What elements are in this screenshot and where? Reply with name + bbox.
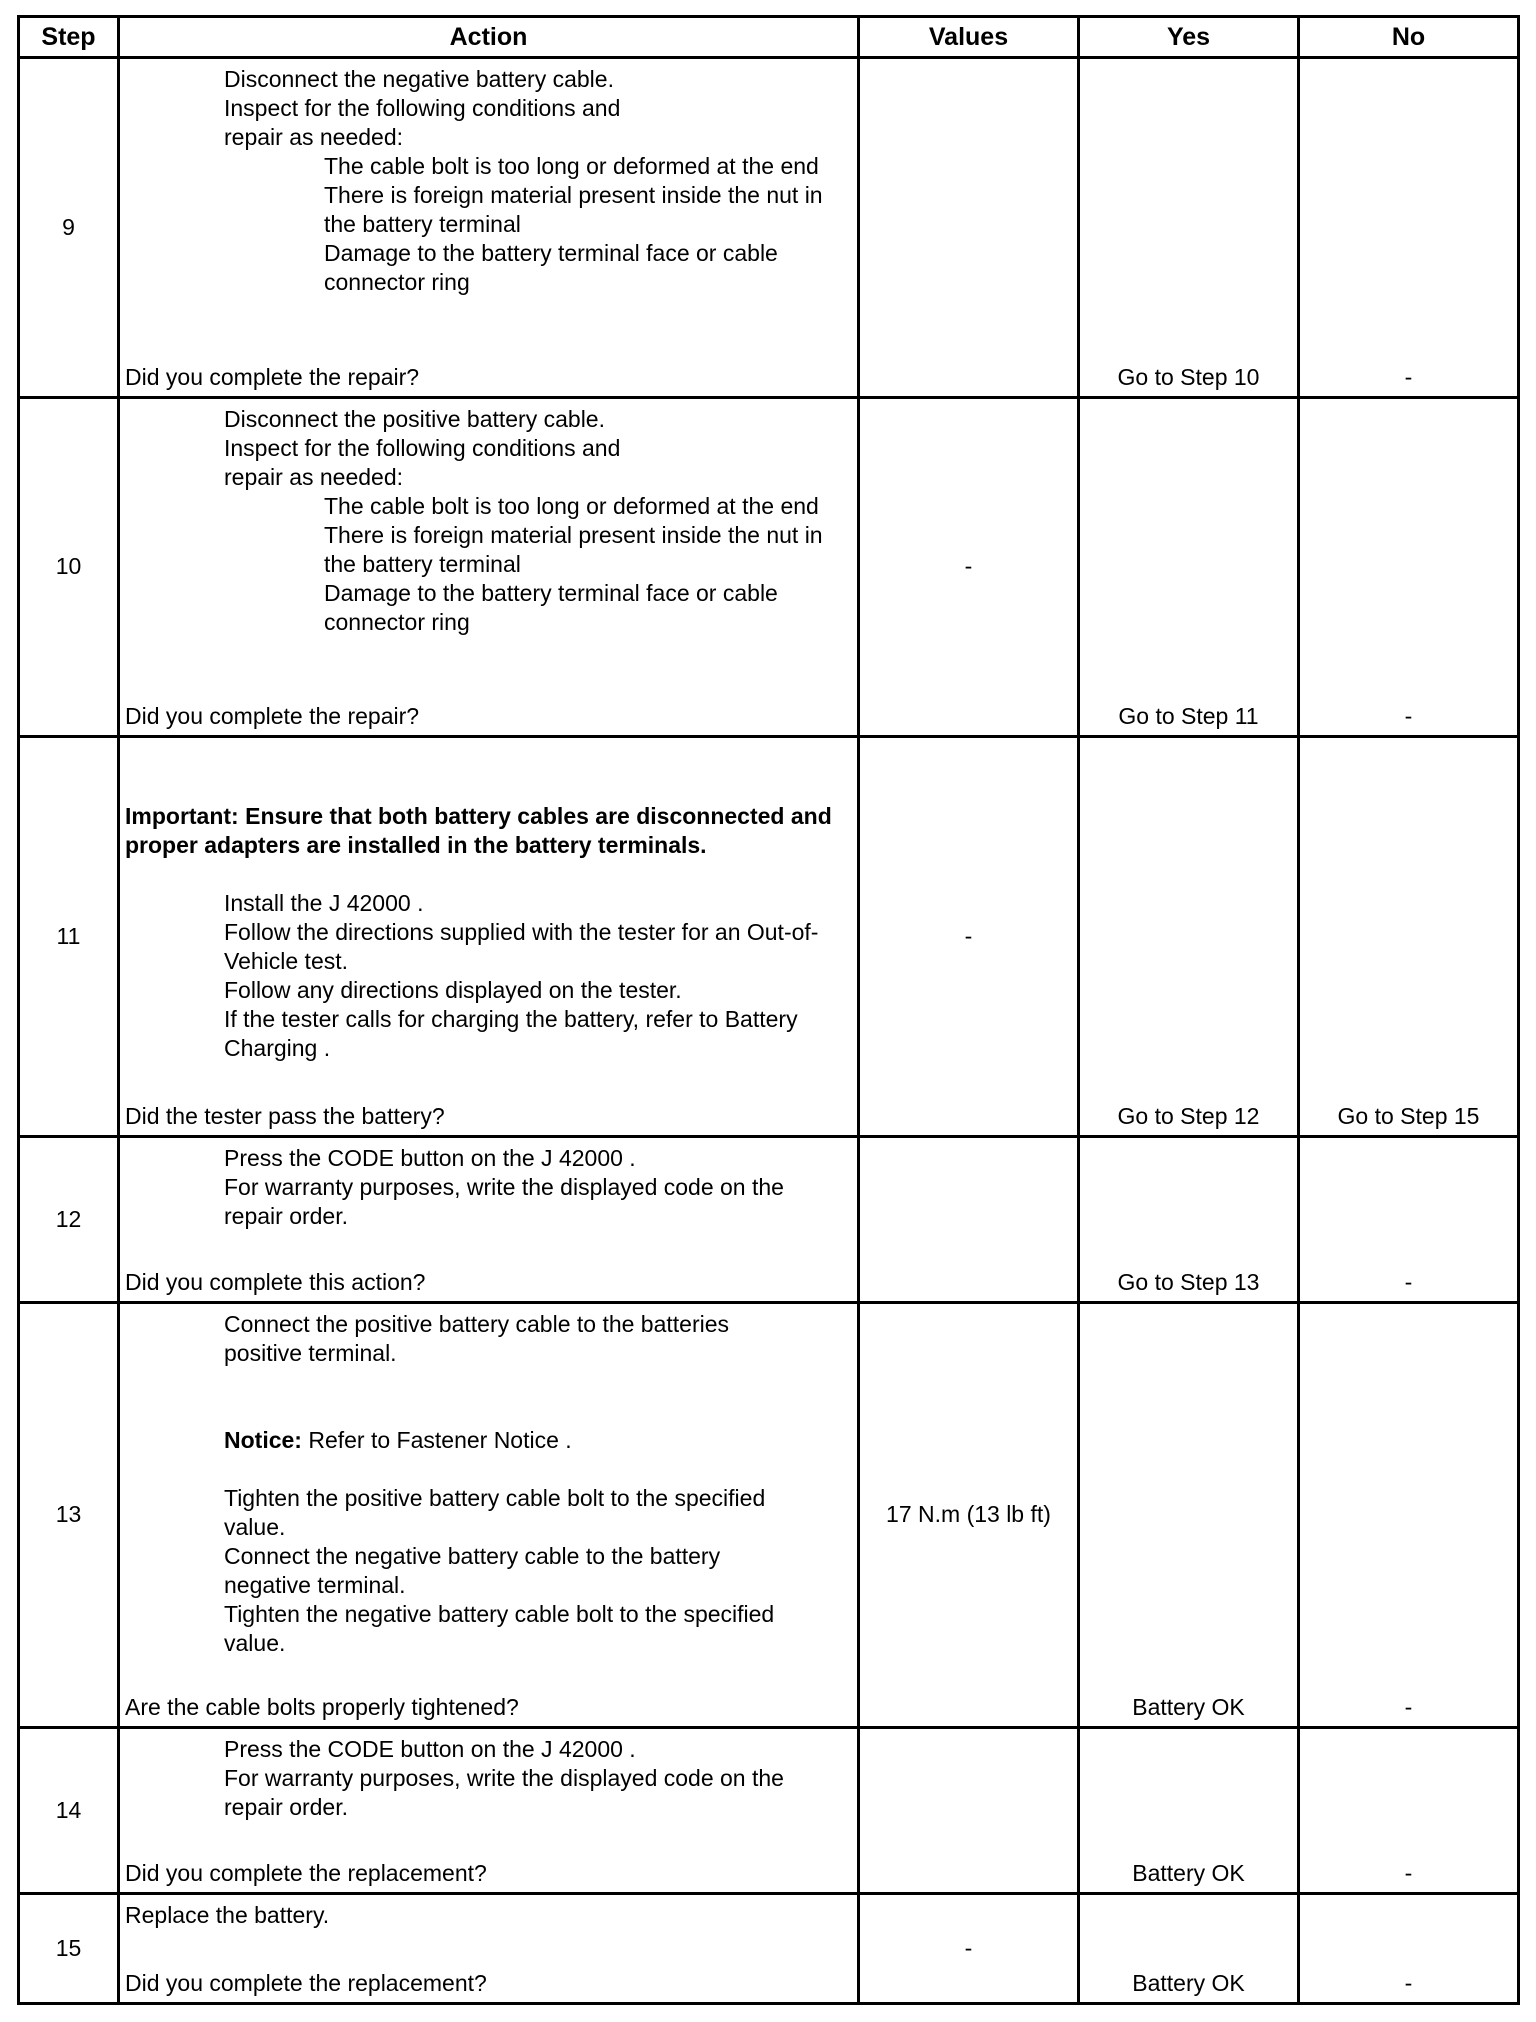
no-cell: - [1299, 58, 1519, 398]
notice-text: Refer to Fastener Notice . [301, 1426, 572, 1453]
action-line: Connect the negative battery cable to the battery negative terminal. [224, 1542, 721, 1598]
action-cell [119, 58, 859, 398]
step-number: 13 [19, 1302, 119, 1727]
table-row [19, 1302, 1519, 1727]
table-row [19, 58, 1519, 398]
action-line: If the tester calls for charging the battery, refer to Battery Charging . [224, 1006, 798, 1062]
question-text: Did you complete the replacement? [125, 1859, 487, 1886]
yes-cell: Go to Step 12 [1079, 737, 1299, 1137]
action-line: Follow any directions displayed on the tester. [224, 977, 682, 1004]
table-row [19, 1727, 1519, 1893]
step-number: 14 [19, 1727, 119, 1893]
no-cell: - [1299, 1302, 1519, 1727]
action-line: Follow the directions supplied with the tester for an Out-of-Vehicle test. [224, 919, 819, 975]
step-number: 11 [19, 737, 119, 1137]
table-row [19, 1136, 1519, 1302]
action-cell [119, 737, 859, 1137]
table-row [19, 397, 1519, 737]
condition-item: The cable bolt is too long or deformed at the end [324, 153, 819, 179]
action-cell [119, 1727, 859, 1893]
condition-item: The cable bolt is too long or deformed at the end [324, 492, 819, 519]
action-cell [119, 1302, 859, 1727]
step-number: 15 [19, 1893, 119, 2003]
value-cell: 17 N.m (13 lb ft) [859, 1302, 1079, 1727]
step-number: 10 [19, 397, 119, 737]
condition-item: Damage to the battery terminal face or cable connector ring [324, 579, 778, 635]
header-values: Values [859, 17, 1079, 58]
action-line: Install the J 42000 . [224, 890, 424, 917]
table-row [19, 737, 1519, 1137]
no-cell: - [1299, 1893, 1519, 2003]
question-text: Did you complete the repair? [125, 703, 420, 730]
action-line: Disconnect the positive battery cable. [224, 405, 605, 432]
condition-item: There is foreign material present inside the nut in the battery terminal [324, 521, 823, 577]
condition-item: Damage to the battery terminal face or cable connector ring [324, 240, 778, 295]
yes-cell: Go to Step 11 [1079, 397, 1299, 737]
action-line: Press the CODE button on the J 42000 . [224, 1735, 636, 1762]
diagnostic-table [17, 15, 1520, 2005]
step-number: 12 [19, 1136, 119, 1302]
action-line: Press the CODE button on the J 42000 . [224, 1144, 636, 1171]
yes-cell: Go to Step 13 [1079, 1136, 1299, 1302]
yes-cell: Battery OK [1079, 1727, 1299, 1893]
value-cell [859, 1136, 1079, 1302]
value-cell [859, 1727, 1079, 1893]
value-cell: - [859, 737, 1079, 1137]
no-cell: Go to Step 15 [1299, 737, 1519, 1137]
no-cell: - [1299, 1136, 1519, 1302]
notice-note [124, 1426, 853, 1455]
action-line: Inspect for the following conditions and repair as needed: [224, 434, 621, 490]
step-number: 9 [19, 58, 119, 398]
question-text: Did you complete the repair? [125, 363, 420, 390]
no-cell: - [1299, 1727, 1519, 1893]
header-step: Step [19, 17, 119, 58]
notice-label: Notice: [224, 1426, 302, 1453]
header-yes: Yes [1079, 17, 1299, 58]
condition-item: There is foreign material present inside the nut in the battery terminal [324, 182, 823, 237]
table-row [19, 1893, 1519, 2003]
question-text: Did the tester pass the battery? [125, 1102, 445, 1129]
value-cell: - [859, 397, 1079, 737]
action-cell [119, 397, 859, 737]
no-cell: - [1299, 397, 1519, 737]
action-line: Tighten the negative battery cable bolt to the specified value. [224, 1600, 775, 1656]
action-line: For warranty purposes, write the displayed code on the repair order. [224, 1173, 784, 1229]
value-cell [859, 58, 1079, 398]
action-line: Tighten the positive battery cable bolt to the specified value. [224, 1484, 766, 1540]
value-cell: - [859, 1893, 1079, 2003]
header-no: No [1299, 17, 1519, 58]
action-line: For warranty purposes, write the displayed code on the repair order. [224, 1764, 784, 1820]
yes-cell: Battery OK [1079, 1893, 1299, 2003]
question-text: Did you complete this action? [125, 1268, 426, 1295]
action-line: Replace the battery. [125, 1901, 330, 1928]
yes-cell: Battery OK [1079, 1302, 1299, 1727]
yes-cell: Go to Step 10 [1079, 58, 1299, 398]
action-line: Disconnect the negative battery cable. [224, 66, 614, 92]
action-cell [119, 1136, 859, 1302]
header-row [19, 17, 1519, 58]
header-action: Action [119, 17, 859, 58]
action-cell [119, 1893, 859, 2003]
question-text: Did you complete the replacement? [125, 1970, 487, 1996]
question-text: Are the cable bolts properly tightened? [125, 1693, 519, 1720]
action-line: Inspect for the following conditions and repair as needed: [224, 95, 621, 150]
action-line: Connect the positive battery cable to the batteries positive terminal. [224, 1310, 730, 1366]
important-note: Important: Ensure that both battery cables are disconnected and proper adapters are installed in the battery terminals. [125, 803, 832, 859]
